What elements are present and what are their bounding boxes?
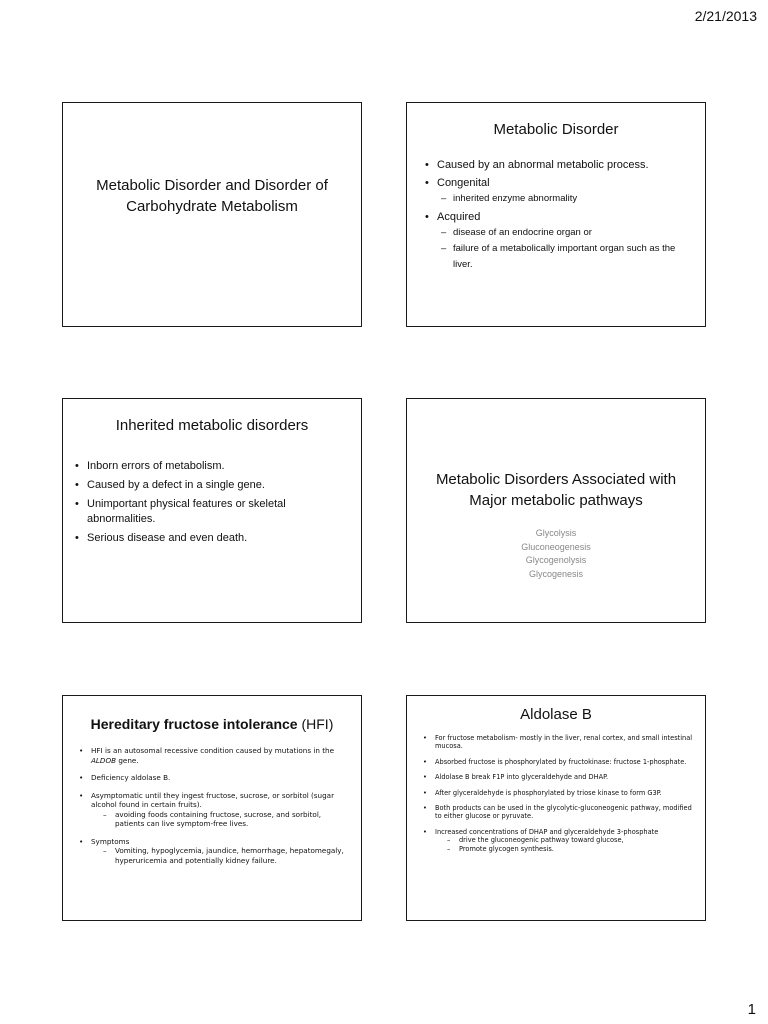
bullet-list	[77, 746, 351, 873]
slide-6	[406, 695, 706, 921]
list-item: • HFI is an autosomal recessive condition caused by mutations in the ALDOB gene.	[77, 746, 351, 765]
list-item: • Caused by an abnormal metabolic process.	[423, 157, 691, 173]
sub-list-item: – inherited enzyme abnormality	[441, 191, 691, 207]
pathway-item: Glycolysis	[535, 528, 577, 538]
slide-2	[406, 102, 706, 327]
list-item: • Congenital – inherited enzyme abnormality	[423, 175, 691, 207]
list-item: • Increased concentrations of DHAP and glyceraldehyde 3-phosphate – drive the gluconeogenic pathway toward glucose, – Promote glycogen synthesis.	[421, 828, 695, 853]
page-date: 2/21/2013	[694, 8, 757, 24]
slide-title: Inherited metabolic disorders	[115, 417, 309, 434]
slide-title: Metabolic Disorder	[493, 121, 619, 138]
list-item: • Deficiency aldolase B.	[77, 773, 351, 783]
sub-list-item: – failure of a metabolically important organ such as the liver.	[441, 241, 691, 273]
pathway-item: Glycogenolysis	[525, 555, 587, 565]
slide-1	[62, 102, 362, 327]
slide-title: Metabolic Disorder and Disorder of Carbohydrate Metabolism	[96, 177, 328, 215]
list-item: • Asymptomatic until they ingest fructose, sucrose, or sorbitol (sugar alcohol found in certain fruits). – avoiding foods containing fructose, sucrose, and sorbitol, patients can live symptom-free lives.	[77, 791, 351, 829]
page-number: 1	[747, 1001, 756, 1018]
bullet-list	[423, 157, 691, 275]
sub-list-item: – disease of an endocrine organ or	[441, 225, 691, 241]
sub-list-item: – avoiding foods containing fructose, sucrose, and sorbitol, patients can live symptom-free lives.	[103, 810, 351, 829]
sub-list-item: – Promote glycogen synthesis.	[447, 845, 695, 853]
list-item: • Both products can be used in the glycolytic-gluconeogenic pathway, modified to either glucose or pyruvate.	[421, 804, 695, 821]
list-item: • Inborn errors of metabolism.	[73, 459, 351, 474]
sub-list-item: – drive the gluconeogenic pathway toward glucose,	[447, 836, 695, 844]
slide-3	[62, 398, 362, 623]
bullet-list	[73, 459, 351, 550]
list-item: • Absorbed fructose is phosphorylated by fructokinase: fructose 1-phosphate.	[421, 758, 695, 766]
slide-title: Hereditary fructose intolerance (HFI)	[90, 716, 334, 732]
list-item: • Aldolase B break F1P into glyceraldehyde and DHAP.	[421, 773, 695, 781]
list-item: • Unimportant physical features or skeletal abnormalities.	[73, 497, 351, 527]
list-item: • Caused by a defect in a single gene.	[73, 478, 351, 493]
list-item: • For fructose metabolism- mostly in the liver, renal cortex, and small intestinal mucosa.	[421, 734, 695, 751]
slide-title: Aldolase B	[520, 706, 592, 723]
pathway-list	[407, 527, 705, 581]
slide-5	[62, 695, 362, 921]
slide-title: Metabolic Disorders Associated with Major metabolic pathways	[435, 471, 677, 509]
list-item: • Symptoms – Vomiting, hypoglycemia, jaundice, hemorrhage, hepatomegaly, hyperuricemia and potentially kidney failure.	[77, 837, 351, 866]
list-item: • Acquired – disease of an endocrine organ or – failure of a metabolically important organ such as the liver.	[423, 209, 691, 273]
slide-4	[406, 398, 706, 623]
sub-list-item: – Vomiting, hypoglycemia, jaundice, hemorrhage, hepatomegaly, hyperuricemia and potentially kidney failure.	[103, 846, 351, 865]
bullet-list	[421, 734, 695, 860]
pathway-item: Glycogenesis	[528, 568, 584, 579]
list-item: • Serious disease and even death.	[73, 531, 351, 546]
list-item: • After glyceraldehyde is phosphorylated by triose kinase to form G3P.	[421, 789, 695, 797]
pathway-item: Gluconeogenesis	[521, 541, 591, 552]
